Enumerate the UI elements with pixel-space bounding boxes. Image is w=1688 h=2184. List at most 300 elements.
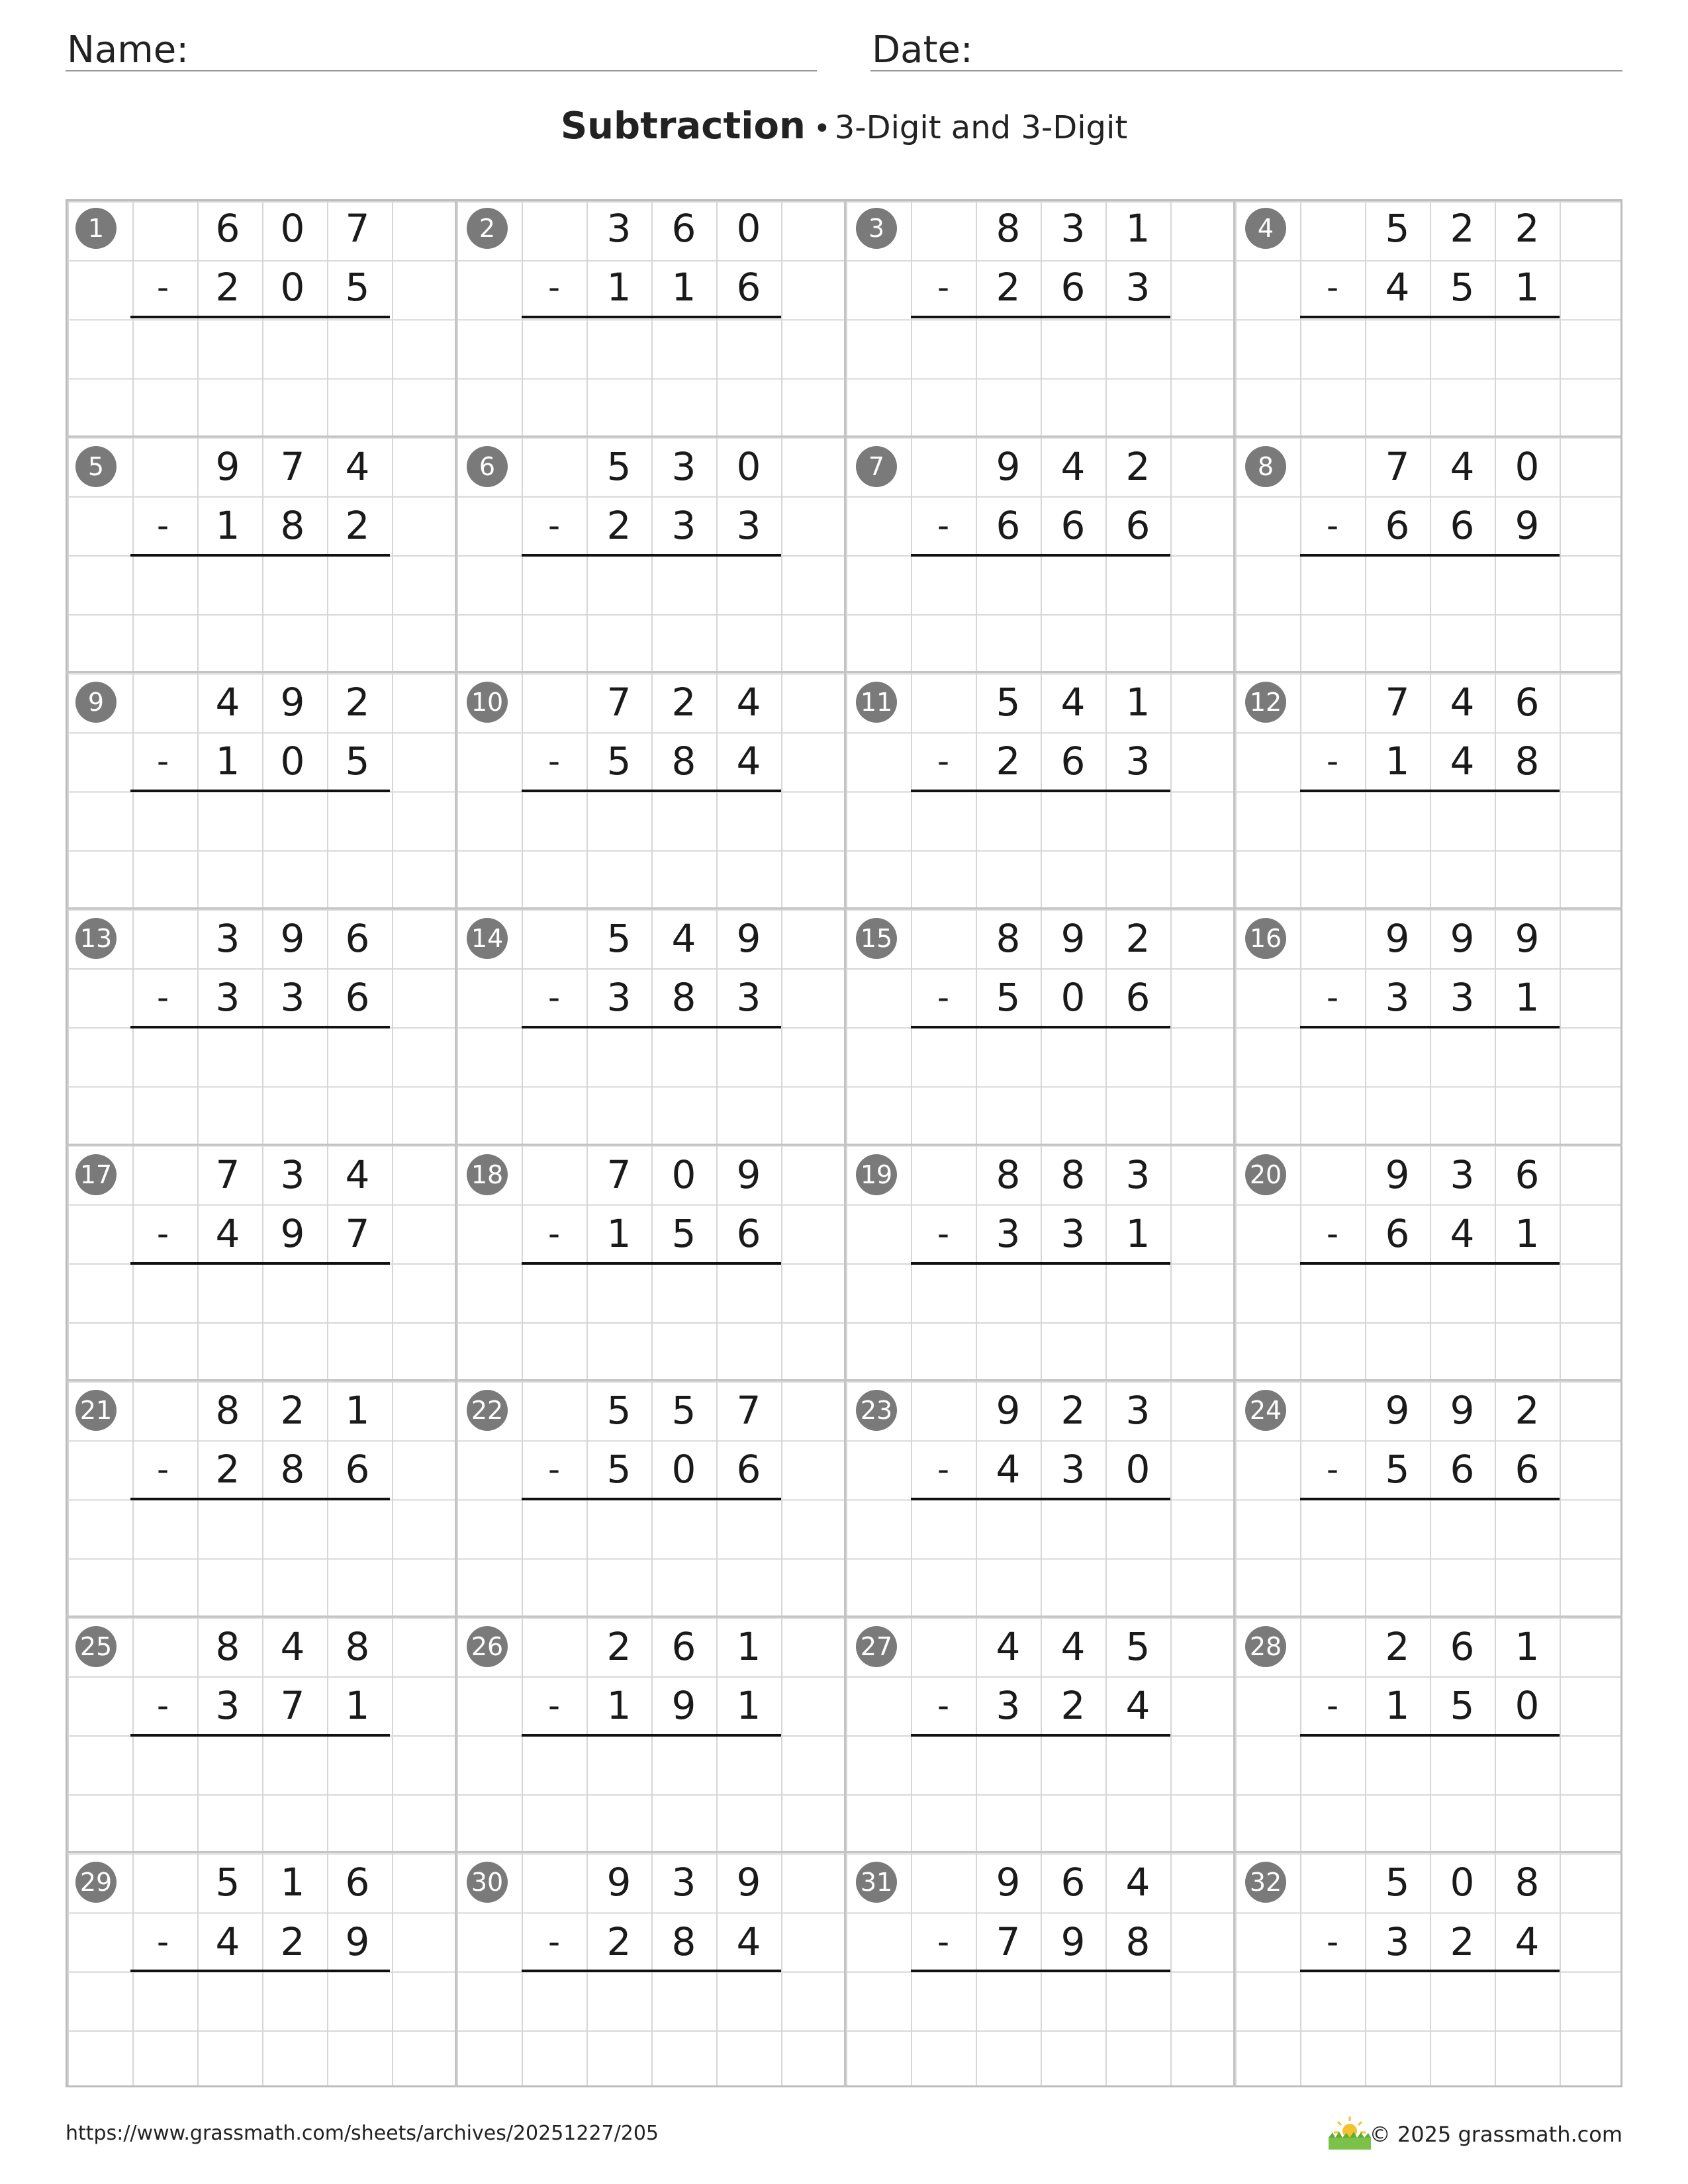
minuend-digit: 7 bbox=[606, 1152, 632, 1197]
minuend-digit: 6 bbox=[345, 1860, 370, 1905]
minuend-digit: 6 bbox=[1515, 1152, 1540, 1197]
answer-line bbox=[1300, 1498, 1560, 1500]
answer-line bbox=[1300, 1262, 1560, 1265]
subtrahend-digit: 0 bbox=[1515, 1682, 1540, 1728]
subtrahend-digit: 3 bbox=[1125, 739, 1150, 784]
minus-sign: - bbox=[937, 978, 950, 1017]
minuend-digit: 5 bbox=[1125, 1623, 1150, 1669]
problem-29 bbox=[66, 1851, 455, 2087]
answer-line bbox=[1300, 554, 1560, 557]
subtrahend-digit: 1 bbox=[1385, 1682, 1410, 1728]
minuend-digit: 9 bbox=[1515, 915, 1540, 961]
subtrahend-digit: 8 bbox=[280, 1447, 305, 1492]
problem-number-badge: 19 bbox=[856, 1154, 897, 1195]
problem-9 bbox=[66, 671, 455, 907]
minuend-digit: 8 bbox=[215, 1623, 240, 1669]
subtrahend-digit: 1 bbox=[736, 1682, 761, 1728]
minus-sign: - bbox=[1326, 1214, 1339, 1253]
minuend-digit: 1 bbox=[1515, 1623, 1540, 1669]
subtrahend-digit: 1 bbox=[215, 739, 240, 784]
minuend-digit: 6 bbox=[1450, 1623, 1475, 1669]
subtrahend-digit: 8 bbox=[671, 975, 696, 1021]
subtrahend-digit: 3 bbox=[215, 1682, 240, 1728]
subtrahend-digit: 8 bbox=[1125, 1919, 1150, 1964]
subtrahend-digit: 5 bbox=[345, 265, 370, 310]
answer-line bbox=[130, 790, 390, 792]
subtrahend-digit: 1 bbox=[1125, 1210, 1150, 1256]
problem-number-badge: 17 bbox=[75, 1154, 117, 1195]
subtrahend-digit: 6 bbox=[996, 502, 1021, 548]
minus-sign: - bbox=[937, 1922, 950, 1961]
minuend-digit: 6 bbox=[671, 1623, 696, 1669]
problem-number-badge: 10 bbox=[467, 682, 508, 723]
minuend-digit: 2 bbox=[280, 1388, 305, 1433]
subtrahend-digit: 3 bbox=[736, 502, 761, 548]
subtrahend-digit: 0 bbox=[280, 739, 305, 784]
minus-sign: - bbox=[1326, 506, 1339, 545]
subtrahend-digit: 9 bbox=[345, 1919, 370, 1964]
minuend-digit: 4 bbox=[1060, 680, 1086, 725]
subtrahend-digit: 6 bbox=[1125, 975, 1150, 1021]
problem-number-badge: 15 bbox=[856, 918, 897, 959]
minuend-digit: 4 bbox=[1125, 1860, 1150, 1905]
minus-sign: - bbox=[937, 268, 950, 307]
subtrahend-digit: 4 bbox=[736, 1919, 761, 1964]
minuend-digit: 9 bbox=[1385, 915, 1410, 961]
minuend-digit: 2 bbox=[671, 680, 696, 725]
subtrahend-digit: 0 bbox=[280, 265, 305, 310]
subtrahend-digit: 3 bbox=[671, 502, 696, 548]
subtrahend-digit: 8 bbox=[671, 739, 696, 784]
minus-sign: - bbox=[1326, 268, 1339, 307]
subtrahend-digit: 1 bbox=[606, 1210, 632, 1256]
problem-number-badge: 16 bbox=[1245, 918, 1286, 959]
answer-line bbox=[130, 1734, 390, 1737]
subtrahend-digit: 3 bbox=[1385, 1919, 1410, 1964]
problem-8 bbox=[1233, 435, 1622, 672]
answer-line bbox=[911, 554, 1170, 557]
subtrahend-digit: 3 bbox=[736, 975, 761, 1021]
answer-line bbox=[911, 1262, 1170, 1265]
minus-sign: - bbox=[156, 268, 169, 307]
minus-sign: - bbox=[156, 1214, 169, 1253]
problem-28 bbox=[1233, 1615, 1622, 1852]
minuend-digit: 0 bbox=[736, 206, 761, 251]
minus-sign: - bbox=[156, 742, 169, 781]
subtrahend-digit: 4 bbox=[996, 1447, 1021, 1492]
answer-line bbox=[911, 1734, 1170, 1737]
problem-11 bbox=[844, 671, 1233, 907]
problem-number-badge: 12 bbox=[1245, 682, 1286, 723]
minuend-digit: 1 bbox=[1125, 680, 1150, 725]
subtrahend-digit: 3 bbox=[606, 975, 632, 1021]
subtrahend-digit: 0 bbox=[1125, 1447, 1150, 1492]
problem-number-badge: 9 bbox=[75, 682, 117, 723]
minuend-digit: 2 bbox=[1450, 206, 1475, 251]
subtrahend-digit: 4 bbox=[736, 739, 761, 784]
subtrahend-digit: 4 bbox=[1125, 1682, 1150, 1728]
minuend-digit: 0 bbox=[1515, 443, 1540, 489]
answer-line bbox=[911, 1498, 1170, 1500]
minuend-digit: 0 bbox=[1450, 1860, 1475, 1905]
minus-sign: - bbox=[547, 1214, 561, 1253]
minus-sign: - bbox=[547, 268, 561, 307]
subtrahend-digit: 6 bbox=[736, 1447, 761, 1492]
minuend-digit: 1 bbox=[280, 1860, 305, 1905]
minuend-digit: 4 bbox=[671, 915, 696, 961]
minus-sign: - bbox=[937, 1450, 950, 1489]
minuend-digit: 8 bbox=[345, 1623, 370, 1669]
subtrahend-digit: 6 bbox=[1385, 1210, 1410, 1256]
minus-sign: - bbox=[156, 1450, 169, 1489]
footer-url: https://www.grassmath.com/sheets/archives/20251227/205 bbox=[66, 2122, 659, 2145]
minuend-digit: 8 bbox=[996, 915, 1021, 961]
minuend-digit: 7 bbox=[1385, 680, 1410, 725]
problem-number-badge: 23 bbox=[856, 1390, 897, 1431]
minuend-digit: 9 bbox=[996, 443, 1021, 489]
subtrahend-digit: 6 bbox=[1060, 739, 1086, 784]
subtrahend-digit: 8 bbox=[1515, 739, 1540, 784]
subtrahend-digit: 1 bbox=[606, 265, 632, 310]
subtrahend-digit: 9 bbox=[1060, 1919, 1086, 1964]
problem-number-badge: 14 bbox=[467, 918, 508, 959]
problem-2 bbox=[455, 199, 844, 435]
problem-number-badge: 28 bbox=[1245, 1626, 1286, 1667]
minuend-digit: 7 bbox=[280, 443, 305, 489]
minus-sign: - bbox=[937, 506, 950, 545]
minuend-digit: 3 bbox=[1125, 1388, 1150, 1433]
minuend-digit: 9 bbox=[1385, 1152, 1410, 1197]
subtrahend-digit: 2 bbox=[996, 739, 1021, 784]
subtrahend-digit: 3 bbox=[1450, 975, 1475, 1021]
problem-number-badge: 20 bbox=[1245, 1154, 1286, 1195]
answer-line bbox=[1300, 1026, 1560, 1028]
problem-19 bbox=[844, 1144, 1233, 1380]
subtrahend-digit: 4 bbox=[1450, 739, 1475, 784]
subtrahend-digit: 5 bbox=[1450, 1682, 1475, 1728]
problem-number-badge: 27 bbox=[856, 1626, 897, 1667]
title-bullet: • bbox=[813, 112, 831, 146]
subtrahend-digit: 5 bbox=[606, 1447, 632, 1492]
answer-line bbox=[130, 1026, 390, 1028]
problem-22 bbox=[455, 1379, 844, 1615]
answer-line bbox=[522, 316, 781, 318]
subtrahend-digit: 3 bbox=[1060, 1447, 1086, 1492]
subtrahend-digit: 8 bbox=[280, 502, 305, 548]
subtrahend-digit: 6 bbox=[1385, 502, 1410, 548]
subtrahend-digit: 1 bbox=[606, 1682, 632, 1728]
problem-32 bbox=[1233, 1851, 1622, 2087]
answer-line bbox=[522, 1026, 781, 1028]
subtrahend-digit: 0 bbox=[1060, 975, 1086, 1021]
minus-sign: - bbox=[937, 1686, 950, 1725]
minuend-digit: 0 bbox=[736, 443, 761, 489]
minuend-digit: 4 bbox=[215, 680, 240, 725]
minuend-digit: 8 bbox=[215, 1388, 240, 1433]
minuend-digit: 3 bbox=[280, 1152, 305, 1197]
answer-line bbox=[911, 316, 1170, 318]
name-label: Name: bbox=[67, 28, 189, 71]
problem-21 bbox=[66, 1379, 455, 1615]
problem-number-badge: 32 bbox=[1245, 1862, 1286, 1903]
subtrahend-digit: 3 bbox=[996, 1682, 1021, 1728]
name-field[interactable] bbox=[66, 23, 817, 71]
problem-13 bbox=[66, 907, 455, 1144]
problem-number-badge: 3 bbox=[856, 208, 897, 249]
subtrahend-digit: 2 bbox=[606, 1919, 632, 1964]
answer-line bbox=[130, 1262, 390, 1265]
minuend-digit: 0 bbox=[671, 1152, 696, 1197]
problem-number-badge: 8 bbox=[1245, 446, 1286, 487]
problem-6 bbox=[455, 435, 844, 672]
problem-number-badge: 6 bbox=[467, 446, 508, 487]
answer-line bbox=[1300, 316, 1560, 318]
minuend-digit: 9 bbox=[996, 1860, 1021, 1905]
problem-number-badge: 18 bbox=[467, 1154, 508, 1195]
subtrahend-digit: 5 bbox=[671, 1210, 696, 1256]
minuend-digit: 2 bbox=[606, 1623, 632, 1669]
subtrahend-digit: 4 bbox=[1515, 1919, 1540, 1964]
minuend-digit: 9 bbox=[215, 443, 240, 489]
minuend-digit: 9 bbox=[996, 1388, 1021, 1433]
minuend-digit: 6 bbox=[671, 206, 696, 251]
subtrahend-digit: 6 bbox=[1125, 502, 1150, 548]
problem-15 bbox=[844, 907, 1233, 1144]
minuend-digit: 7 bbox=[345, 206, 370, 251]
answer-line bbox=[130, 1498, 390, 1500]
minuend-digit: 6 bbox=[1060, 1860, 1086, 1905]
minuend-digit: 9 bbox=[1450, 1388, 1475, 1433]
minuend-digit: 1 bbox=[1125, 206, 1150, 251]
subtrahend-digit: 2 bbox=[606, 502, 632, 548]
subtrahend-digit: 1 bbox=[1515, 1210, 1540, 1256]
minus-sign: - bbox=[937, 1214, 950, 1253]
minuend-digit: 6 bbox=[1515, 680, 1540, 725]
subtrahend-digit: 5 bbox=[996, 975, 1021, 1021]
answer-line bbox=[1300, 790, 1560, 792]
subtrahend-digit: 6 bbox=[1060, 265, 1086, 310]
minuend-digit: 7 bbox=[1385, 443, 1410, 489]
minuend-digit: 5 bbox=[606, 1388, 632, 1433]
minuend-digit: 2 bbox=[345, 680, 370, 725]
answer-line bbox=[1300, 1734, 1560, 1737]
minus-sign: - bbox=[156, 1686, 169, 1725]
minuend-digit: 3 bbox=[671, 443, 696, 489]
minuend-digit: 5 bbox=[215, 1860, 240, 1905]
minuend-digit: 3 bbox=[606, 206, 632, 251]
minuend-digit: 7 bbox=[215, 1152, 240, 1197]
subtrahend-digit: 5 bbox=[1450, 265, 1475, 310]
problem-1 bbox=[66, 199, 455, 435]
problem-number-badge: 22 bbox=[467, 1390, 508, 1431]
date-label: Date: bbox=[872, 28, 973, 71]
subtrahend-digit: 6 bbox=[1450, 502, 1475, 548]
answer-line bbox=[522, 1734, 781, 1737]
minuend-digit: 3 bbox=[1450, 1152, 1475, 1197]
subtrahend-digit: 3 bbox=[215, 975, 240, 1021]
minuend-digit: 8 bbox=[996, 1152, 1021, 1197]
subtrahend-digit: 5 bbox=[606, 739, 632, 784]
minus-sign: - bbox=[547, 742, 561, 781]
minus-sign: - bbox=[547, 1450, 561, 1489]
subtrahend-digit: 6 bbox=[1515, 1447, 1540, 1492]
answer-line bbox=[130, 1970, 390, 1972]
minuend-digit: 5 bbox=[996, 680, 1021, 725]
answer-line bbox=[130, 316, 390, 318]
subtrahend-digit: 4 bbox=[1385, 265, 1410, 310]
problem-3 bbox=[844, 199, 1233, 435]
problem-number-badge: 31 bbox=[856, 1862, 897, 1903]
minuend-digit: 3 bbox=[215, 915, 240, 961]
subtrahend-digit: 3 bbox=[1060, 1210, 1086, 1256]
answer-line bbox=[522, 1498, 781, 1500]
problem-16 bbox=[1233, 907, 1622, 1144]
problem-5 bbox=[66, 435, 455, 672]
subtrahend-digit: 7 bbox=[996, 1919, 1021, 1964]
minuend-digit: 4 bbox=[345, 443, 370, 489]
minuend-digit: 5 bbox=[1385, 206, 1410, 251]
answer-line bbox=[522, 554, 781, 557]
minuend-digit: 4 bbox=[1060, 443, 1086, 489]
minuend-digit: 4 bbox=[1060, 1623, 1086, 1669]
minus-sign: - bbox=[937, 742, 950, 781]
subtrahend-digit: 6 bbox=[1450, 1447, 1475, 1492]
subtrahend-digit: 4 bbox=[215, 1919, 240, 1964]
subtrahend-digit: 3 bbox=[1385, 975, 1410, 1021]
subtrahend-digit: 1 bbox=[345, 1682, 370, 1728]
problem-number-badge: 2 bbox=[467, 208, 508, 249]
minuend-digit: 3 bbox=[1125, 1152, 1150, 1197]
problem-26 bbox=[455, 1615, 844, 1852]
subtrahend-digit: 3 bbox=[1125, 265, 1150, 310]
minuend-digit: 6 bbox=[215, 206, 240, 251]
minuend-digit: 5 bbox=[1385, 1860, 1410, 1905]
answer-line bbox=[911, 1970, 1170, 1972]
subtrahend-digit: 4 bbox=[1450, 1210, 1475, 1256]
minuend-digit: 9 bbox=[1060, 915, 1086, 961]
minus-sign: - bbox=[1326, 1450, 1339, 1489]
problem-27 bbox=[844, 1615, 1233, 1852]
minuend-digit: 4 bbox=[1450, 680, 1475, 725]
subtrahend-digit: 2 bbox=[280, 1919, 305, 1964]
subtrahend-digit: 0 bbox=[671, 1447, 696, 1492]
answer-line bbox=[130, 554, 390, 557]
minuend-digit: 2 bbox=[1125, 915, 1150, 961]
problem-18 bbox=[455, 1144, 844, 1380]
minuend-digit: 3 bbox=[1060, 206, 1086, 251]
problem-30 bbox=[455, 1851, 844, 2087]
answer-line bbox=[911, 1026, 1170, 1028]
minuend-digit: 9 bbox=[1385, 1388, 1410, 1433]
minuend-digit: 9 bbox=[736, 915, 761, 961]
subtrahend-digit: 2 bbox=[1450, 1919, 1475, 1964]
subtrahend-digit: 2 bbox=[345, 502, 370, 548]
minuend-digit: 1 bbox=[736, 1623, 761, 1669]
subtrahend-digit: 3 bbox=[996, 1210, 1021, 1256]
problem-24 bbox=[1233, 1379, 1622, 1615]
minus-sign: - bbox=[1326, 1686, 1339, 1725]
minus-sign: - bbox=[156, 506, 169, 545]
subtrahend-digit: 2 bbox=[215, 265, 240, 310]
minuend-digit: 2 bbox=[1060, 1388, 1086, 1433]
subtrahend-digit: 6 bbox=[736, 265, 761, 310]
minuend-digit: 6 bbox=[345, 915, 370, 961]
minuend-digit: 4 bbox=[345, 1152, 370, 1197]
minuend-digit: 9 bbox=[606, 1860, 632, 1905]
title-subtitle: 3-Digit and 3-Digit bbox=[834, 109, 1128, 146]
subtrahend-digit: 7 bbox=[280, 1682, 305, 1728]
problem-31 bbox=[844, 1851, 1233, 2087]
subtrahend-digit: 6 bbox=[345, 1447, 370, 1492]
minus-sign: - bbox=[1326, 978, 1339, 1017]
problem-23 bbox=[844, 1379, 1233, 1615]
minus-sign: - bbox=[156, 978, 169, 1017]
subtrahend-digit: 9 bbox=[1515, 502, 1540, 548]
subtrahend-digit: 9 bbox=[280, 1210, 305, 1256]
problem-7 bbox=[844, 435, 1233, 672]
minuend-digit: 7 bbox=[606, 680, 632, 725]
subtrahend-digit: 5 bbox=[1385, 1447, 1410, 1492]
problem-number-badge: 24 bbox=[1245, 1390, 1286, 1431]
minuend-digit: 4 bbox=[280, 1623, 305, 1669]
title-main: Subtraction bbox=[560, 105, 806, 148]
answer-line bbox=[1300, 1970, 1560, 1972]
minus-sign: - bbox=[547, 1922, 561, 1961]
subtrahend-digit: 8 bbox=[671, 1919, 696, 1964]
minuend-digit: 9 bbox=[280, 915, 305, 961]
subtrahend-digit: 4 bbox=[215, 1210, 240, 1256]
minuend-digit: 4 bbox=[736, 680, 761, 725]
problem-number-badge: 21 bbox=[75, 1390, 117, 1431]
problem-number-badge: 13 bbox=[75, 918, 117, 959]
answer-line bbox=[522, 1262, 781, 1265]
minuend-digit: 5 bbox=[606, 915, 632, 961]
problem-12 bbox=[1233, 671, 1622, 907]
problem-number-badge: 29 bbox=[75, 1862, 117, 1903]
minuend-digit: 8 bbox=[996, 206, 1021, 251]
problem-number-badge: 26 bbox=[467, 1626, 508, 1667]
subtrahend-digit: 6 bbox=[736, 1210, 761, 1256]
minuend-digit: 4 bbox=[996, 1623, 1021, 1669]
problem-20 bbox=[1233, 1144, 1622, 1380]
minuend-digit: 7 bbox=[736, 1388, 761, 1433]
subtrahend-digit: 9 bbox=[671, 1682, 696, 1728]
subtrahend-digit: 2 bbox=[215, 1447, 240, 1492]
subtrahend-digit: 6 bbox=[345, 975, 370, 1021]
minuend-digit: 5 bbox=[606, 443, 632, 489]
minuend-digit: 5 bbox=[671, 1388, 696, 1433]
problem-number-badge: 30 bbox=[467, 1862, 508, 1903]
problem-14 bbox=[455, 907, 844, 1144]
answer-line bbox=[522, 1970, 781, 1972]
problem-number-badge: 7 bbox=[856, 446, 897, 487]
grass-sun-logo-icon bbox=[1326, 2114, 1374, 2151]
minuend-digit: 3 bbox=[671, 1860, 696, 1905]
problem-number-badge: 5 bbox=[75, 446, 117, 487]
footer-copyright: © 2025 grassmath.com bbox=[1369, 2122, 1622, 2147]
date-field[interactable] bbox=[870, 23, 1622, 71]
subtrahend-digit: 2 bbox=[996, 265, 1021, 310]
answer-line bbox=[911, 790, 1170, 792]
problem-number-badge: 25 bbox=[75, 1626, 117, 1667]
subtrahend-digit: 6 bbox=[1060, 502, 1086, 548]
subtrahend-digit: 7 bbox=[345, 1210, 370, 1256]
minuend-digit: 9 bbox=[280, 680, 305, 725]
subtrahend-digit: 1 bbox=[1385, 739, 1410, 784]
minus-sign: - bbox=[547, 978, 561, 1017]
minuend-digit: 9 bbox=[736, 1152, 761, 1197]
problem-grid bbox=[66, 199, 1622, 2087]
